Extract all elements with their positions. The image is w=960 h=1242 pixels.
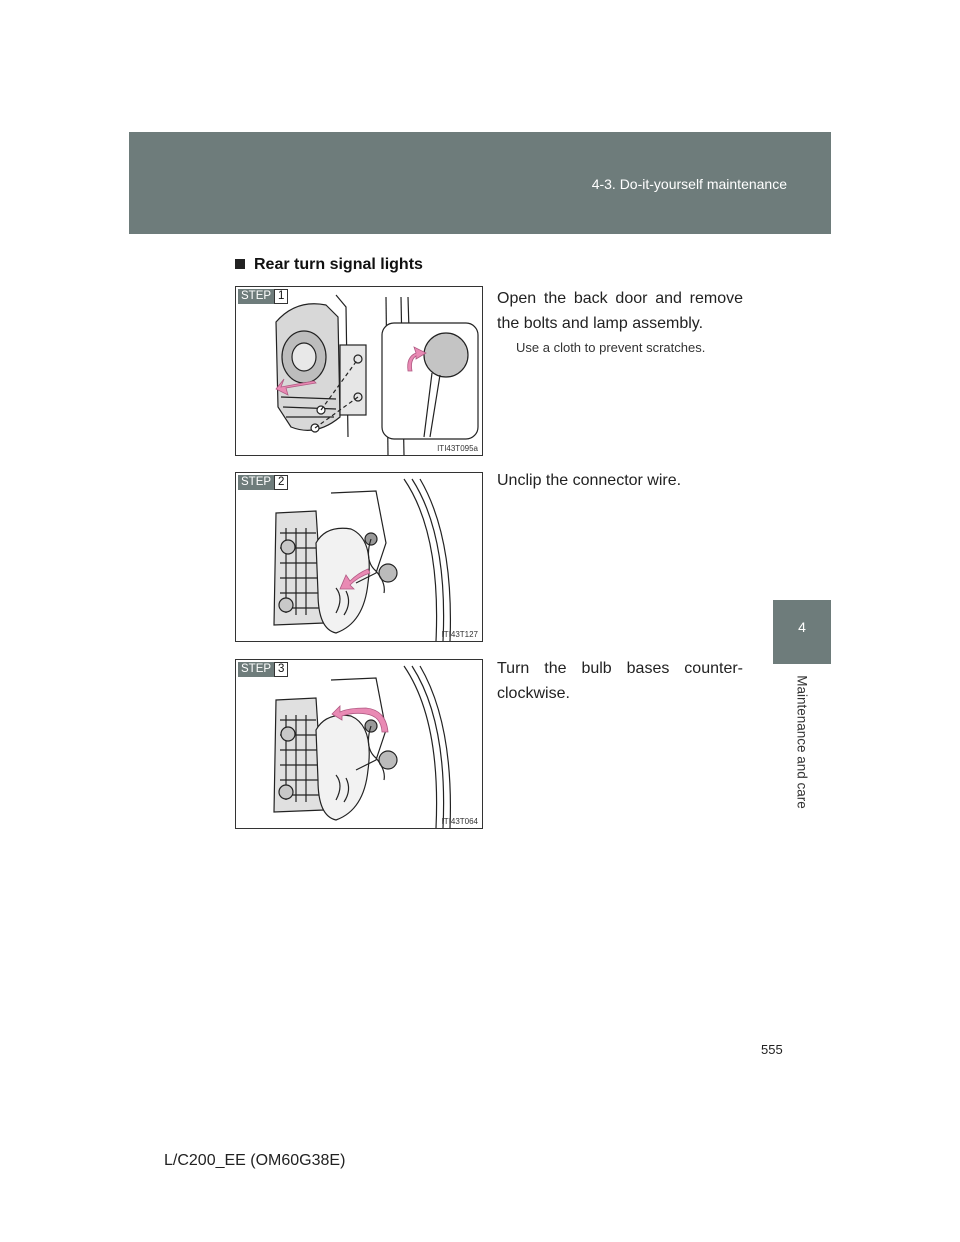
step-2-badge bbox=[238, 475, 288, 490]
chapter-number: 4 bbox=[798, 619, 806, 635]
step-1-note: Use a cloth to prevent scratches. bbox=[516, 340, 706, 355]
step-3-figure-code: ITI43T064 bbox=[441, 817, 478, 826]
header-section-title: 4-3. Do-it-yourself maintenance bbox=[591, 176, 787, 192]
connector-wire-illustration bbox=[236, 473, 483, 642]
bulb-base-illustration bbox=[236, 660, 483, 829]
page-header bbox=[129, 132, 831, 234]
step-3-figure bbox=[235, 659, 483, 829]
step-1-badge-number: 1 bbox=[274, 289, 288, 304]
chapter-label: Maintenance and care bbox=[794, 675, 810, 809]
step-1-instruction: Open the back door and remove the bolts and lamp assembly. bbox=[497, 290, 743, 332]
step-3-badge-number: 3 bbox=[274, 662, 288, 677]
step-3-instruction: Turn the bulb bases counter-clockwise. bbox=[497, 660, 743, 702]
step-2-figure-code: ITI43T127 bbox=[441, 630, 478, 639]
step-2-badge-label: STEP bbox=[238, 475, 274, 490]
step-2-figure bbox=[235, 472, 483, 642]
lamp-assembly-illustration bbox=[236, 287, 483, 456]
step-1-figure bbox=[235, 286, 483, 456]
square-bullet-icon bbox=[235, 259, 245, 269]
step-2-badge-number: 2 bbox=[274, 475, 288, 490]
step-3-badge-label: STEP bbox=[238, 662, 274, 677]
step-2-instruction: Unclip the connector wire. bbox=[497, 472, 682, 489]
section-title bbox=[235, 256, 423, 274]
section-title-text: Rear turn signal lights bbox=[254, 256, 423, 273]
step-1-badge bbox=[238, 289, 288, 304]
chapter-tab bbox=[773, 600, 831, 664]
step-3-badge bbox=[238, 662, 288, 677]
document-code: L/C200_EE (OM60G38E) bbox=[164, 1152, 346, 1169]
step-1-badge-label: STEP bbox=[238, 289, 274, 304]
page-number: 555 bbox=[761, 1042, 783, 1057]
step-1-figure-code: ITI43T095a bbox=[437, 444, 478, 453]
